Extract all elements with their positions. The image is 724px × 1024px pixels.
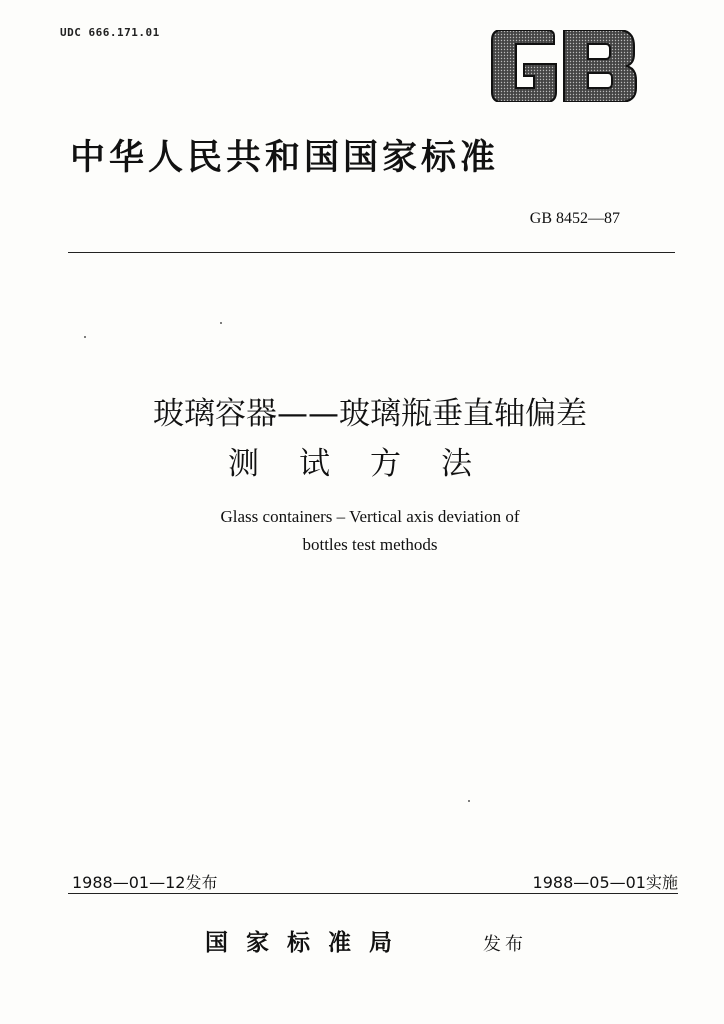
document-title-en-line2: bottles test methods	[302, 535, 438, 554]
organization-title: 中华人民共和国国家标准	[70, 138, 500, 178]
issuing-action: 发布	[483, 934, 527, 955]
scan-speck	[84, 336, 86, 338]
scan-speck	[468, 800, 470, 802]
document-title-cn-line2: 测试方法	[228, 446, 512, 482]
footer-divider	[68, 893, 678, 894]
issuing-authority: 国家标准局	[205, 930, 410, 956]
scan-speck	[220, 322, 222, 324]
header-divider	[68, 252, 675, 253]
gb-logo-letter-g	[492, 30, 556, 102]
document-title-en-line1: Glass containers – Vertical axis deviation of	[220, 507, 520, 526]
issue-date: 1988—01—12发布	[72, 873, 218, 892]
gb-logo	[488, 30, 638, 102]
standard-number: GB 8452—87	[529, 210, 620, 227]
document-title-cn-line1: 玻璃容器——玻璃瓶垂直轴偏差	[153, 396, 587, 432]
udc-code: UDC 666.171.01	[60, 26, 160, 39]
implementation-date: 1988—05—01实施	[532, 873, 678, 892]
gb-logo-letter-b	[564, 30, 636, 102]
